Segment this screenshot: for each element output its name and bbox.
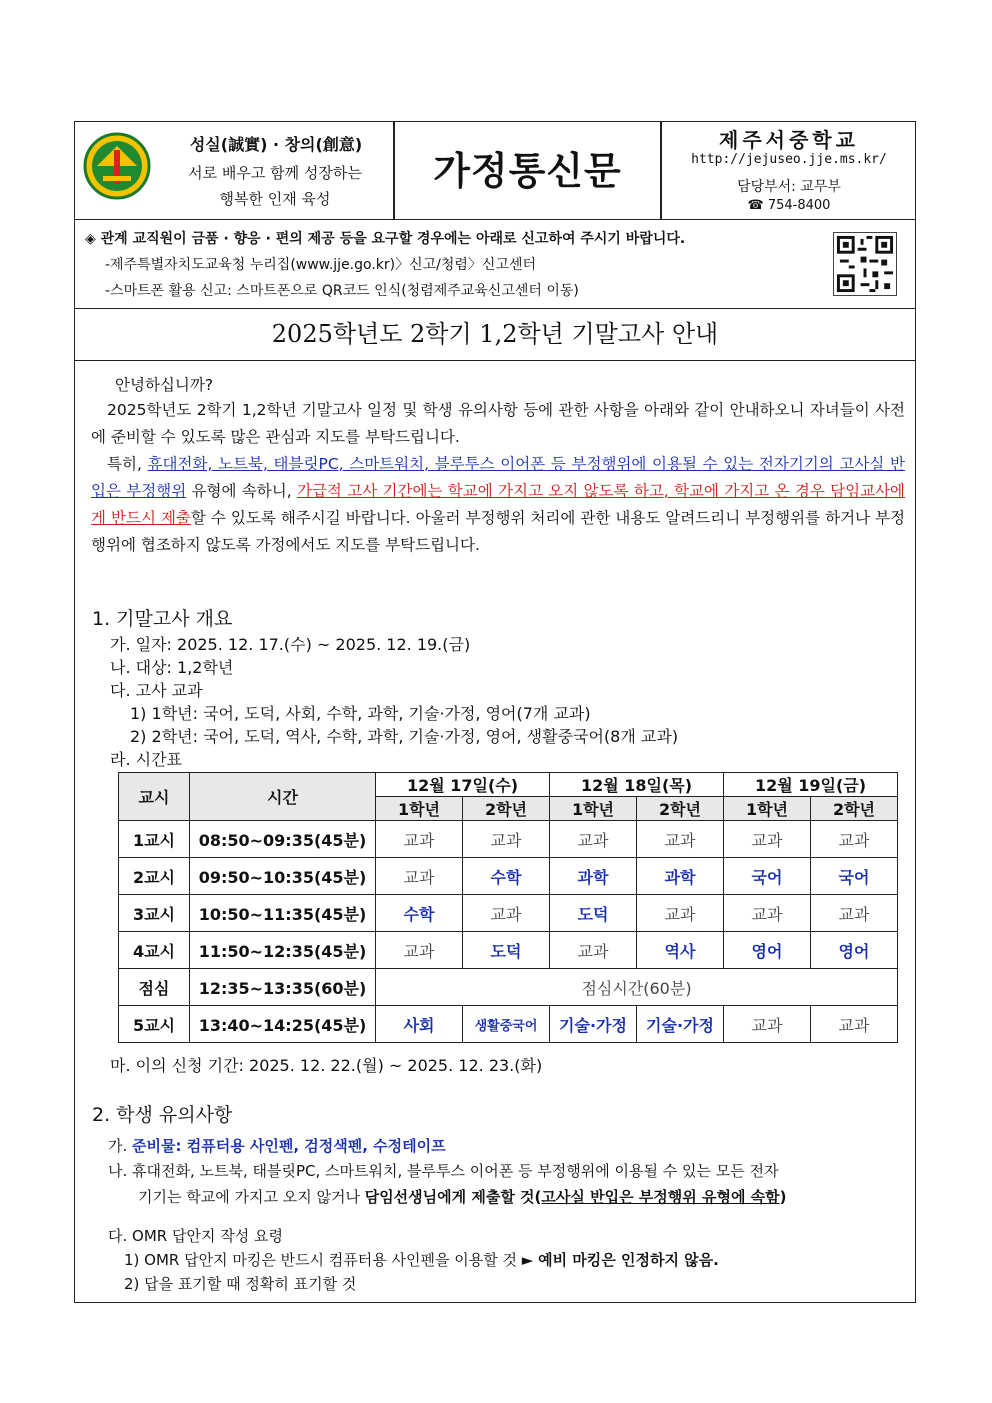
prep-items — [108, 1135, 446, 1156]
subject-cell: 과학 — [637, 858, 724, 895]
header-grade: 1학년 — [550, 797, 637, 821]
subject-cell: 교과 — [724, 821, 811, 858]
header-grade: 1학년 — [376, 797, 463, 821]
school-vision-line2: 행복한 인재 육성 — [219, 190, 331, 208]
subject-cell: 교과 — [463, 895, 550, 932]
text-run: 할 수 있도록 해주시길 바랍니다. 아울러 부정행위 처리에 관한 내용도 알려드리니 부정행위를 하거나 부정행위에 협조하지 않도록 가정에서도 지도를 부탁드립니다. — [91, 509, 905, 554]
integrity-notice — [75, 220, 915, 309]
table-row — [119, 1006, 898, 1043]
header-grade: 1학년 — [724, 797, 811, 821]
header-grade: 2학년 — [463, 797, 550, 821]
period-cell: 3교시 — [119, 895, 190, 932]
school-name: 제주서중학교 — [719, 128, 859, 152]
subject-cell: 영어 — [811, 932, 898, 969]
subject-cell: 국어 — [724, 858, 811, 895]
subject-cell: 교과 — [550, 821, 637, 858]
subject-cell: 과학 — [550, 858, 637, 895]
subjects-grade1: 1) 1학년: 국어, 도덕, 사회, 수학, 과학, 기술·가정, 영어(7개 교과) — [130, 704, 591, 723]
subject-cell: 교과 — [637, 821, 724, 858]
subject-cell: 교과 — [550, 932, 637, 969]
subject-cell: 도덕 — [463, 932, 550, 969]
text-run: 1) OMR 답안지 마킹은 반드시 컴퓨터용 사인펜을 이용할 것 ► — [124, 1251, 539, 1269]
subject-cell: 수학 — [463, 858, 550, 895]
header-day: 12월 19일(금) — [724, 773, 898, 797]
text-run: 특히, — [107, 455, 148, 473]
time-cell: 12:35~13:35(60분) — [190, 969, 376, 1006]
subject-cell: 수학 — [376, 895, 463, 932]
omr-rule-2: 2) 답을 표기할 때 정확히 표기할 것 — [124, 1275, 357, 1293]
prep-items-text: 준비물: 컴퓨터용 사인펜, 검정색펜, 수정테이프 — [132, 1137, 446, 1155]
text-run: ) — [779, 1188, 787, 1206]
subject-cell: 도덕 — [550, 895, 637, 932]
exam-timetable — [118, 772, 898, 1043]
omr-title: 다. OMR 답안지 작성 요령 — [108, 1227, 283, 1245]
device-rule-line2 — [138, 1186, 787, 1207]
subject-cell: 교과 — [811, 895, 898, 932]
notice-line-2: -제주특별자치도교육청 누리집(www.jje.go.kr)〉신고/청렴〉신고센터 — [105, 257, 537, 273]
section2-title: 2. 학생 유의사항 — [92, 1104, 233, 1126]
page-title: 2025학년도 2학기 1,2학년 기말고사 안내 — [75, 309, 915, 361]
school-vision-line1: 서로 배우고 함께 성장하는 — [188, 164, 362, 182]
notice-line-3: -스마트폰 활용 신고: 스마트폰으로 QR코드 인식(청렴제주교육신고센터 이동) — [105, 283, 579, 299]
text-run: 기기는 학교에 가지고 오지 않거나 — [138, 1188, 365, 1206]
subject-cell: 교과 — [811, 821, 898, 858]
text-run: 예비 마킹은 인정하지 않음. — [538, 1251, 719, 1269]
section1-title: 1. 기말고사 개요 — [92, 608, 233, 630]
subject-cell: 영어 — [724, 932, 811, 969]
subject-cell: 사회 — [376, 1006, 463, 1043]
text-run: 유형에 속하니, — [186, 482, 297, 500]
warning-submit-text: 가급적 고사 기간에는 학교에 가지고 오지 않도록 하고, 학교에 가지고 온 경우 담임교사에게 반드시 제출 — [91, 482, 906, 527]
subject-cell: 생활중국어 — [463, 1006, 550, 1043]
table-row — [119, 969, 898, 1006]
period-cell: 5교시 — [119, 1006, 190, 1043]
period-cell: 4교시 — [119, 932, 190, 969]
period-cell: 1교시 — [119, 821, 190, 858]
time-cell: 08:50~09:35(45분) — [190, 821, 376, 858]
subject-cell: 교과 — [376, 858, 463, 895]
exam-date: 가. 일자: 2025. 12. 17.(수) ~ 2025. 12. 19.(금) — [110, 635, 471, 654]
time-cell: 10:50~11:35(45분) — [190, 895, 376, 932]
subject-cell: 교과 — [376, 821, 463, 858]
greeting: 안녕하십니까? — [115, 376, 214, 394]
text-run: 고사실 반입은 부정행위 유형에 속함 — [541, 1188, 780, 1206]
header-grade: 2학년 — [637, 797, 724, 821]
time-cell: 13:40~14:25(45분) — [190, 1006, 376, 1043]
subject-cell: 기술·가정 — [550, 1006, 637, 1043]
subject-cell: 역사 — [637, 932, 724, 969]
table-row — [119, 858, 898, 895]
period-cell: 점심 — [119, 969, 190, 1006]
subject-cell: 기술·가정 — [637, 1006, 724, 1043]
department: 담당부서: 교무부 — [737, 179, 841, 195]
qr-code-icon[interactable] — [833, 232, 897, 296]
school-logo-icon — [83, 132, 151, 200]
device-rule-line1: 나. 휴대전화, 노트북, 태블릿PC, 스마트워치, 블루투스 이어폰 등 부정행위에 이용될 수 있는 모든 전자 — [108, 1162, 779, 1180]
notice-line-1: ◈ 관계 교직원이 금품 · 향응 · 편의 제공 등을 요구할 경우에는 아래로 신고하여 주시기 바랍니다. — [85, 231, 686, 247]
subject-cell: 교과 — [724, 1006, 811, 1043]
header-day: 12월 17일(수) — [376, 773, 550, 797]
school-motto: 성실(誠實) · 창의(創意) — [189, 135, 363, 154]
subject-cell: 국어 — [811, 858, 898, 895]
subject-cell: 교과 — [376, 932, 463, 969]
header-period: 교시 — [119, 773, 190, 821]
omr-rule-1 — [124, 1249, 719, 1270]
header — [75, 122, 915, 220]
item-label: 가. — [108, 1137, 133, 1155]
subjects-grade2: 2) 2학년: 국어, 도덕, 역사, 수학, 과학, 기술·가정, 영어, 생활중국어(8개 교과) — [130, 727, 679, 746]
subject-cell: 교과 — [724, 895, 811, 932]
table-row — [119, 895, 898, 932]
header-day: 12월 18일(목) — [550, 773, 724, 797]
schedule-title: 라. 시간표 — [110, 750, 182, 769]
header-grade: 2학년 — [811, 797, 898, 821]
subject-cell: 교과 — [637, 895, 724, 932]
divider — [660, 122, 662, 219]
table-row — [119, 821, 898, 858]
intro-paragraph-2 — [91, 451, 905, 559]
period-cell: 2교시 — [119, 858, 190, 895]
newsletter-name: 가정통신문 — [433, 149, 622, 193]
time-cell: 11:50~12:35(45분) — [190, 932, 376, 969]
school-url[interactable]: http://jejuseo.jje.ms.kr/ — [691, 152, 887, 167]
subject-cell: 교과 — [811, 1006, 898, 1043]
subjects-title: 다. 고사 교과 — [110, 681, 203, 700]
header-time: 시간 — [190, 773, 376, 821]
subject-cell: 교과 — [463, 821, 550, 858]
time-cell: 09:50~10:35(45분) — [190, 858, 376, 895]
phone-number: ☎ 754-8400 — [747, 198, 831, 213]
text-run: 담임선생님에게 제출할 것( — [364, 1188, 542, 1206]
table-row — [119, 932, 898, 969]
exam-target: 나. 대상: 1,2학년 — [110, 658, 234, 677]
appeal-period: 마. 이의 신청 기간: 2025. 12. 22.(월) ~ 2025. 12. 23.(화) — [110, 1056, 543, 1075]
intro-paragraph-1: 2025학년도 2학기 1,2학년 기말고사 일정 및 학생 유의사항 등에 관한 사항을 아래와 같이 안내하오니 자녀들이 사전에 준비할 수 있도록 많은 관심과 지도를 부탁드립니다. — [91, 401, 905, 446]
lunch-cell: 점심시간(60분) — [376, 969, 898, 1006]
warning-devices-text: 휴대전화, 노트북, 태블릿PC, 스마트워치, 블루투스 이어폰 등 부정행위에 이용될 수 있는 전자기기의 고사실 반입은 부정행위 — [91, 455, 905, 500]
